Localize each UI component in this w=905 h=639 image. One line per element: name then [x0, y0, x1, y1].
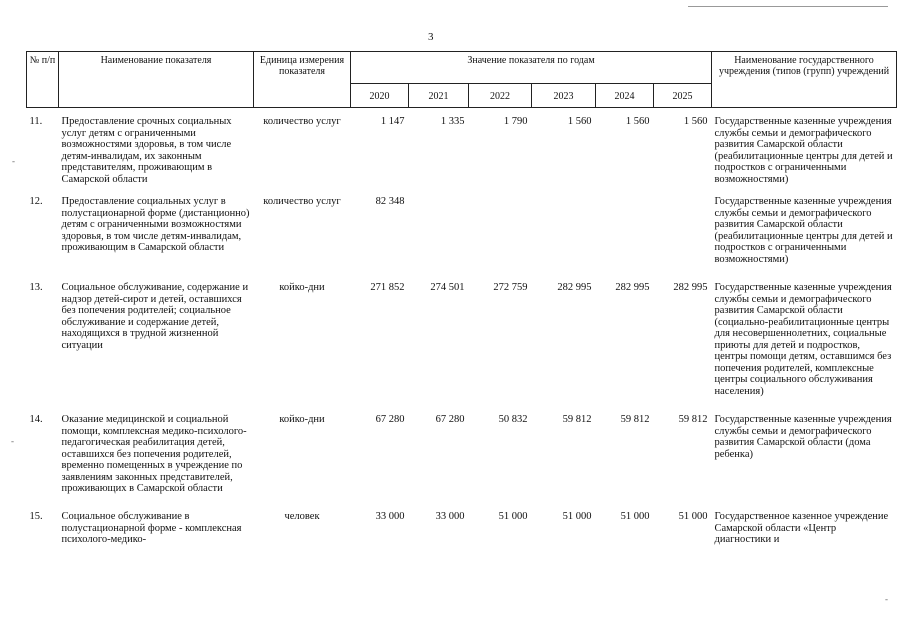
table-row [27, 196, 897, 282]
row-num: 13. [29, 282, 43, 293]
table-body [27, 108, 897, 548]
row-value-2021: 1 335 [440, 116, 465, 127]
row-value-2025: 282 995 [673, 282, 708, 293]
header-year: 2023 [532, 84, 596, 108]
table-row [27, 511, 897, 547]
row-value-2024: 282 995 [615, 282, 650, 293]
row-institution: Государственные казенные учреждения службы семьи и демографического развития Самарской области (дома ребенка) [714, 414, 892, 460]
row-institution: Государственные казенные учреждения службы семьи и демографического развития Самарской области (реабилитационные центры для детей и подростков с ограниченными возможностями) [714, 196, 893, 265]
row-num: 15. [29, 511, 43, 522]
row-value-2023: 59 812 [562, 414, 592, 425]
header-values-group: Значение показателя по годам [351, 52, 712, 84]
row-value-2024: 59 812 [620, 414, 650, 425]
row-value-2024 [596, 196, 654, 282]
row-indicator-name: Предоставление социальных услуг в полустационарной форме (дистанционно) детям с ограниченными возможностями здоровья, в том числе детям-инвалидам, проживающим в Самарской области [61, 196, 250, 253]
header-year: 2022 [469, 84, 532, 108]
header-year: 2025 [654, 84, 712, 108]
table-row [27, 282, 897, 414]
row-unit: койко-дни [279, 414, 325, 425]
row-value-2022: 272 759 [493, 282, 528, 293]
top-rule [688, 6, 888, 7]
row-institution: Государственные казенные учреждения службы семьи и демографического развития Самарской области (социально-реабилитационные центры для несовершеннолетних, социальные приюты для детей и подростков, центры помощи детям, оставшимся без попечения родителей, комплексные центры социального обслуживания населения) [714, 282, 892, 397]
row-value-2021: 274 501 [430, 282, 465, 293]
row-value-2025: 1 560 [683, 116, 708, 127]
header-year: 2020 [351, 84, 409, 108]
row-indicator-name: Оказание медицинской и социальной помощи, комплексная медико-психолого-педагогическая реабилитация детей, оставшихся без попечения родителей, временно помещенных в учреждение по заявлениям законных представителей, проживающих в Самарской области [61, 414, 247, 494]
table-row [27, 414, 897, 511]
row-unit: количество услуг [263, 196, 341, 207]
row-value-2020: 1 147 [380, 116, 405, 127]
row-value-2025: 51 000 [678, 511, 708, 522]
row-value-2023: 1 560 [567, 116, 592, 127]
row-value-2025: 59 812 [678, 414, 708, 425]
scan-speck: - [12, 156, 15, 166]
row-unit: койко-дни [279, 282, 325, 293]
row-num: 12. [29, 196, 43, 207]
row-num: 11. [29, 116, 43, 127]
row-value-2022: 1 790 [503, 116, 528, 127]
row-indicator-name: Предоставление срочных социальных услуг детям с ограниченными возможностями здоровья, в том числе детям-инвалидам, их законным представителям, проживающим в Самарской области [61, 116, 232, 185]
row-value-2024: 1 560 [625, 116, 650, 127]
row-value-2025 [654, 196, 712, 282]
header-year: 2024 [596, 84, 654, 108]
row-value-2021 [409, 196, 469, 282]
header-num: № п/п [27, 52, 59, 108]
table-header [27, 52, 897, 108]
row-value-2020: 67 280 [375, 414, 405, 425]
table-row [27, 116, 897, 196]
row-indicator-name: Социальное обслуживание в полустационарной форме - комплексная психолого-медико- [61, 511, 242, 545]
row-value-2023: 51 000 [562, 511, 592, 522]
indicators-table [26, 51, 897, 547]
row-num: 14. [29, 414, 43, 425]
row-institution: Государственные казенные учреждения службы семьи и демографического развития Самарской области (реабилитационные центры для детей и подростков с ограниченными возможностями) [714, 116, 893, 185]
header-year: 2021 [409, 84, 469, 108]
row-unit: количество услуг [263, 116, 341, 127]
row-value-2021: 67 280 [435, 414, 465, 425]
row-institution: Государственное казенное учреждение Самарской области «Центр диагностики и [714, 511, 889, 545]
page-number: 3 [428, 31, 434, 43]
row-value-2020: 82 348 [375, 196, 405, 207]
row-value-2021: 33 000 [435, 511, 465, 522]
header-institution: Наименование государственного учреждения (типов (групп) учреждений [712, 52, 897, 108]
row-unit: человек [284, 511, 320, 522]
header-name: Наименование показателя [59, 52, 254, 108]
row-value-2022: 50 832 [498, 414, 528, 425]
row-value-2024: 51 000 [620, 511, 650, 522]
header-unit: Единица измерения показателя [254, 52, 351, 108]
scan-speck: - [885, 594, 888, 604]
row-value-2020: 33 000 [375, 511, 405, 522]
row-value-2023: 282 995 [557, 282, 592, 293]
row-indicator-name: Социальное обслуживание, содержание и надзор детей-сирот и детей, оставшихся без попечения родителей; социальное обслуживание и содержание детей, находящихся в трудной жизненной ситуации [61, 282, 249, 351]
scan-speck: - [11, 436, 14, 446]
row-value-2022: 51 000 [498, 511, 528, 522]
row-value-2022 [469, 196, 532, 282]
row-value-2020: 271 852 [370, 282, 405, 293]
row-value-2023 [532, 196, 596, 282]
